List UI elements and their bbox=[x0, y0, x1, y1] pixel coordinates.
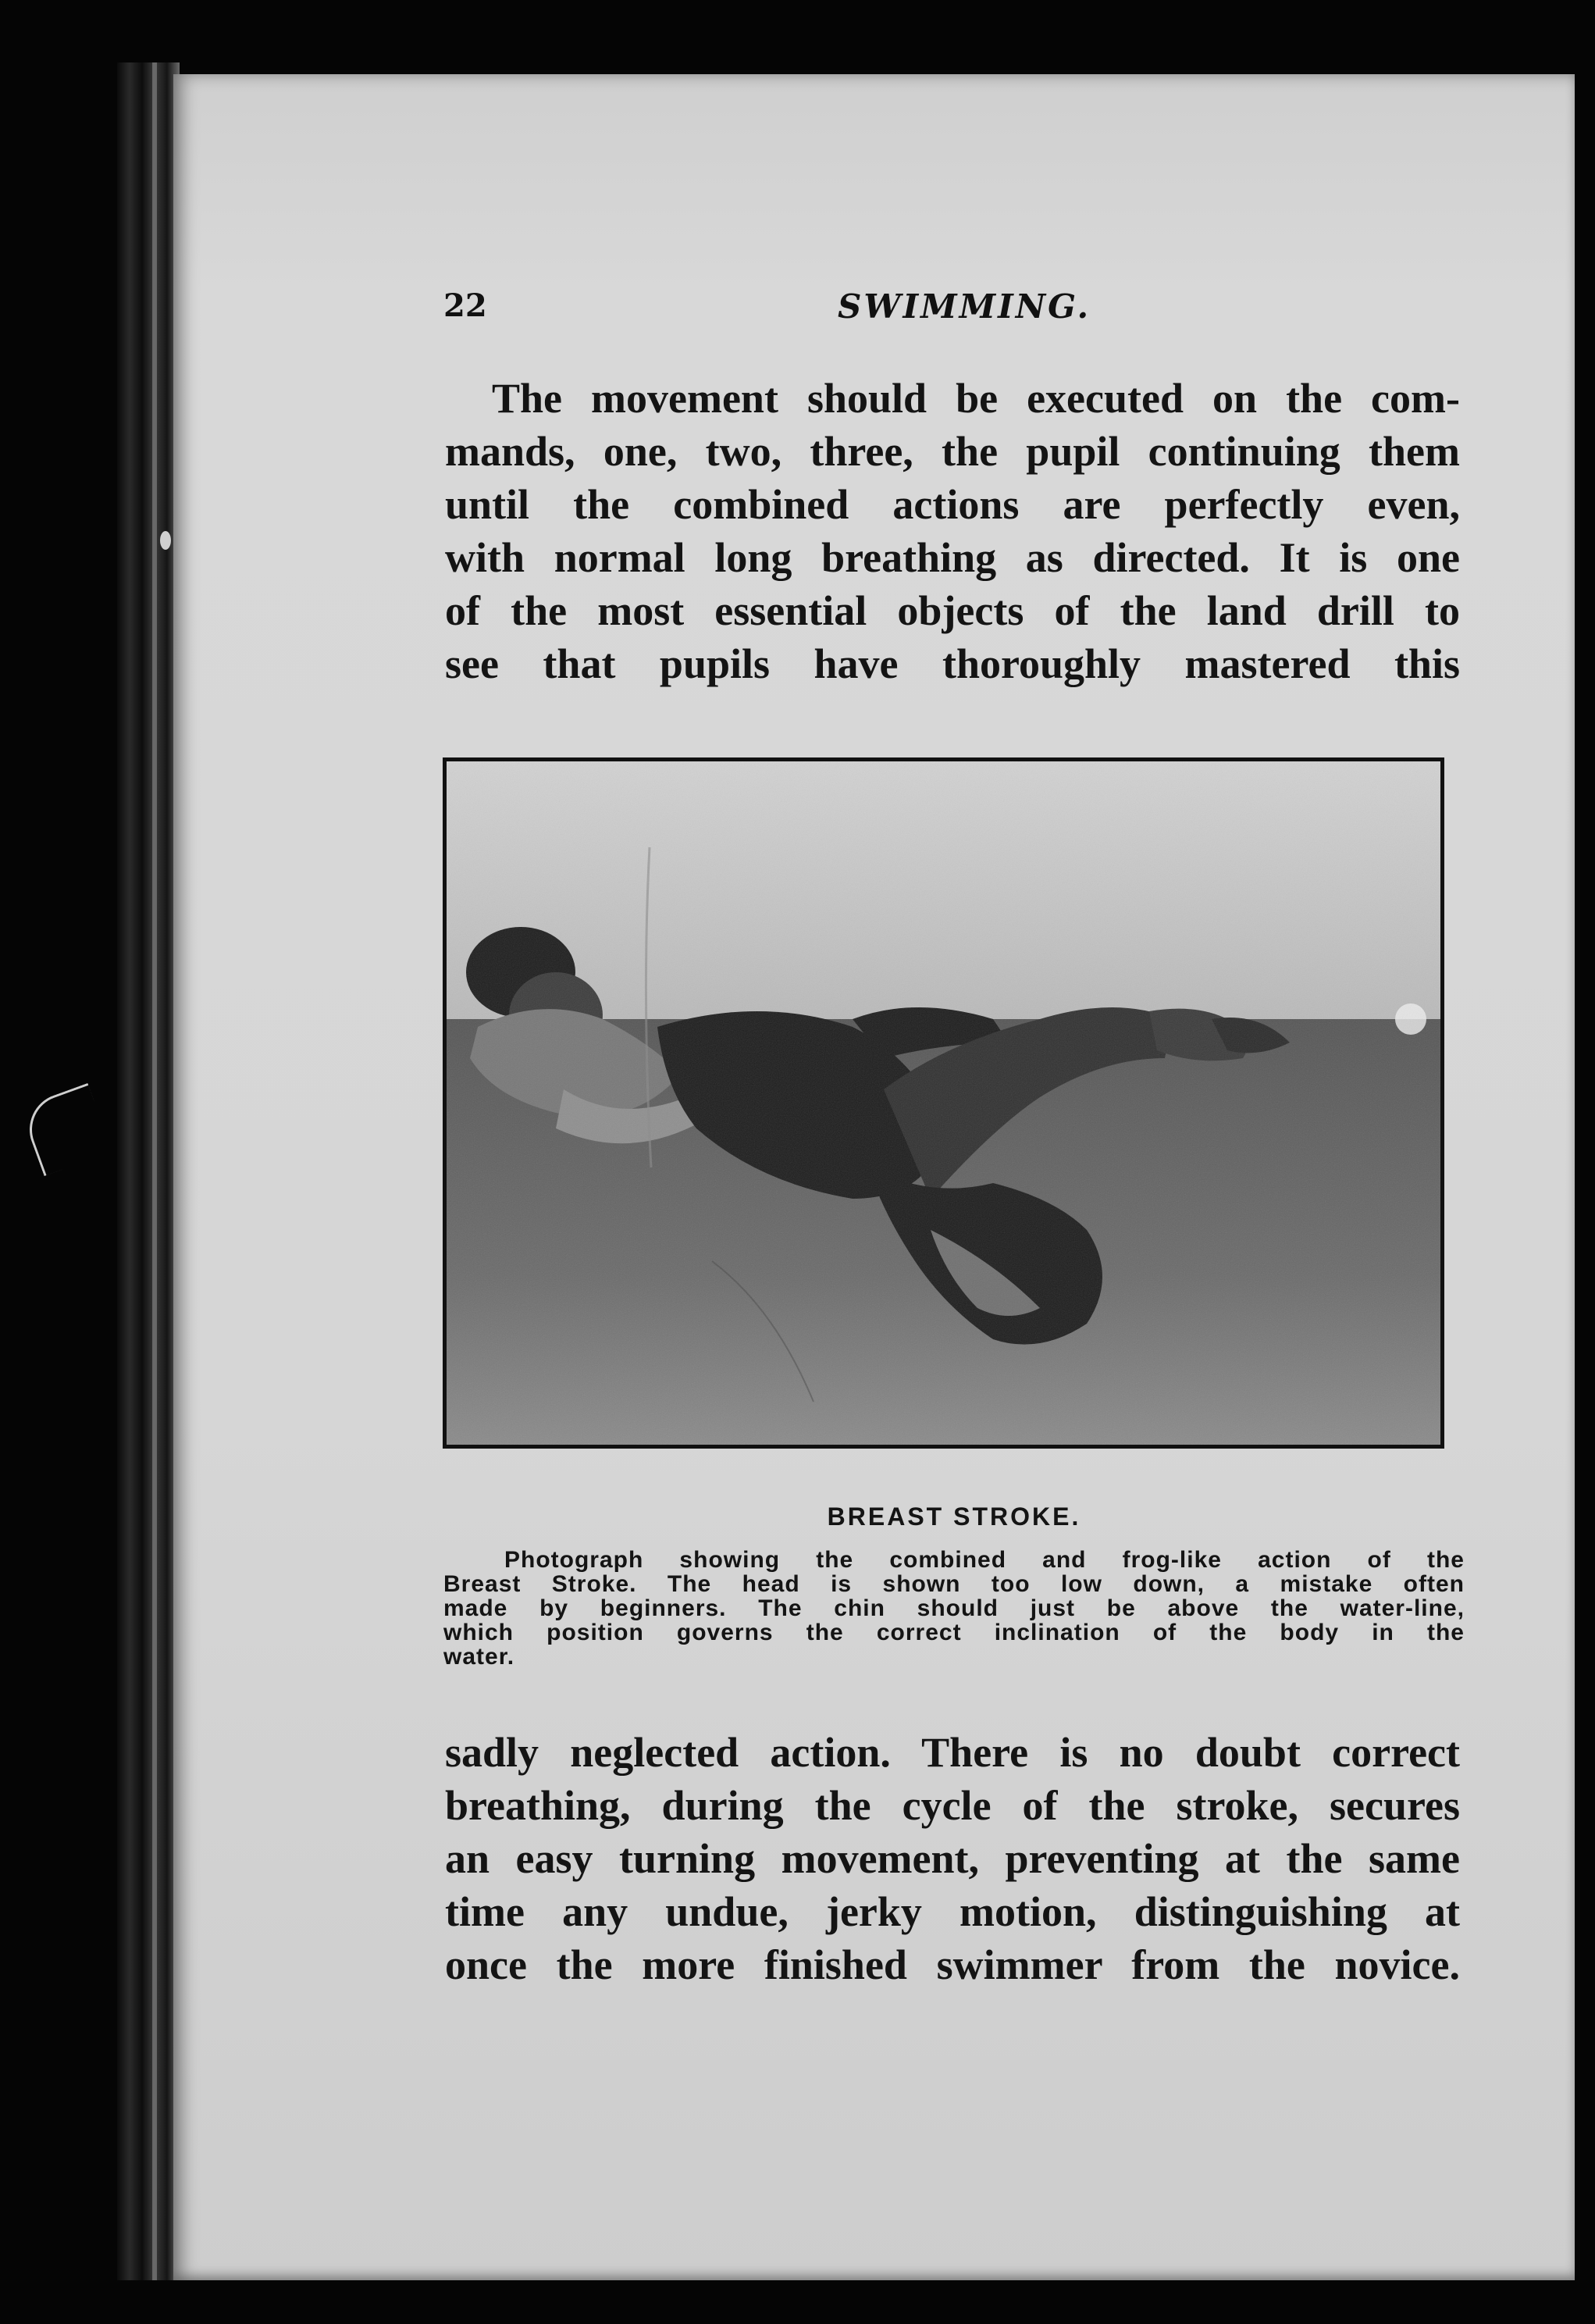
running-head bbox=[443, 287, 1474, 334]
text-line: breathing, during the cycle of the stroke, secures bbox=[445, 1782, 1460, 1829]
figure-caption-title: BREAST STROKE. bbox=[827, 1502, 1081, 1531]
paragraph-bottom bbox=[445, 1726, 1460, 1991]
caption-line: which position governs the correct inclination of the body in the bbox=[443, 1620, 1465, 1645]
text-line: mands, one, two, three, the pupil continuing them bbox=[445, 428, 1460, 475]
text-line: an easy turning movement, preventing at the same bbox=[445, 1835, 1460, 1882]
scan-speck bbox=[160, 531, 171, 550]
caption-line: made by beginners. The chin should just be above the water-line, bbox=[443, 1595, 1465, 1621]
text-line: time any undue, jerky motion, distinguishing at bbox=[445, 1888, 1460, 1935]
text-line: sadly neglected action. There is no doubt correct bbox=[445, 1729, 1460, 1776]
text-line: of the most essential objects of the land drill to bbox=[445, 587, 1460, 634]
caption-line: water. bbox=[443, 1644, 515, 1670]
figure-caption bbox=[443, 1548, 1465, 1669]
page-number: 22 bbox=[443, 287, 487, 324]
caption-line: Photograph showing the combined and frog-like action of the bbox=[504, 1547, 1465, 1573]
running-title: SWIMMING. bbox=[838, 287, 1091, 326]
paragraph-top bbox=[445, 372, 1460, 690]
binding-edge bbox=[152, 62, 157, 2280]
photo-illustration bbox=[447, 761, 1440, 1445]
text-line: The movement should be executed on the com- bbox=[492, 375, 1460, 422]
caption-line: Breast Stroke. The head is shown too low down, a mistake often bbox=[443, 1571, 1465, 1597]
text-line: see that pupils have thoroughly mastered this bbox=[445, 640, 1460, 687]
book-binding bbox=[117, 62, 180, 2280]
text-line: once the more finished swimmer from the novice. bbox=[445, 1941, 1460, 1988]
text-line: until the combined actions are perfectly even, bbox=[445, 481, 1460, 528]
text-line: with normal long breathing as directed. It is one bbox=[445, 534, 1460, 581]
breast-stroke-photograph bbox=[443, 757, 1444, 1449]
